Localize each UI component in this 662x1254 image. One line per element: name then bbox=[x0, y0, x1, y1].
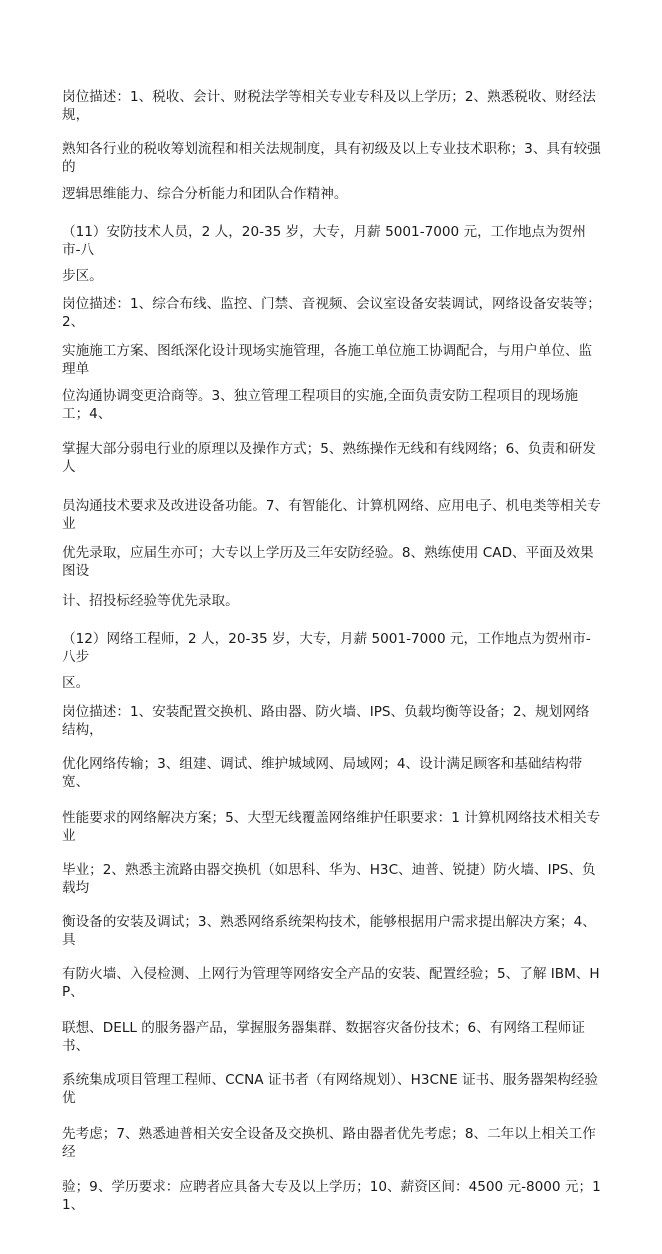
text-line: 计、招投标经验等优先录取。 bbox=[62, 593, 239, 609]
text-line: 岗位描述：1、税收、会计、财税法学等相关专业专科及以上学历；2、熟悉税收、财经法规， bbox=[62, 89, 596, 123]
text-line: （11）安防技术人员，2 人，20-35 岁，大专，月薪 5001-7000 元，工作地点为贺州市-八 bbox=[62, 224, 586, 258]
text-line: 掌握大部分弱电行业的原理以及操作方式；5、熟练操作无线和有线网络；6、负责和研发人 bbox=[62, 441, 596, 475]
text-line: 实施施工方案、图纸深化设计现场实施管理，各施工单位施工协调配合，与用户单位、监理单 bbox=[62, 343, 593, 377]
text-line: 员沟通技术要求及改进设备功能。7、有智能化、计算机网络、应用电子、机电类等相关专业 bbox=[62, 498, 601, 532]
text-line: 性能要求的网络解决方案；5、大型无线覆盖网络维护任职要求：1 计算机网络技术相关专业 bbox=[62, 810, 601, 844]
text-line: 步区。 bbox=[62, 268, 103, 284]
text-line: 逻辑思维能力、综合分析能力和团队合作精神。 bbox=[62, 186, 348, 202]
text-line: 熟知各行业的税收筹划流程和相关法规制度，具有初级及以上专业技术职称；3、具有较强的 bbox=[62, 141, 601, 175]
text-line: 有防火墙、入侵检测、上网行为管理等网络安全产品的安装、配置经验；5、了解 IBM、HP、 bbox=[62, 966, 600, 1000]
text-line: （12）网络工程师，2 人，20-35 岁，大专，月薪 5001-7000 元，工作地点为贺州市-八步 bbox=[62, 631, 591, 665]
text-line: 位沟通协调变更洽商等。3、独立管理工程项目的实施,全面负责安防工程项目的现场施工；4、 bbox=[62, 388, 578, 422]
text-line: 区。 bbox=[62, 675, 90, 691]
text-line: 优先录取，应届生亦可；大专以上学历及三年安防经验。8、熟练使用 CAD、平面及效果图设 bbox=[62, 545, 594, 579]
text-line: 岗位描述：1、安装配置交换机、路由器、防火墙、IPS、负载均衡等设备；2、规划网络结构， bbox=[62, 704, 590, 738]
text-line: 毕业；2、熟悉主流路由器交换机（如思科、华为、H3C、迪普、锐捷）防火墙、IPS、负载均 bbox=[62, 862, 596, 896]
text-line: 先考虑；7、熟悉迪普相关安全设备及交换机、路由器者优先考虑；8、二年以上相关工作经 bbox=[62, 1126, 596, 1160]
text-line: 优化网络传输；3、组建、调试、维护城域网、局域网；4、设计满足顾客和基础结构带宽、 bbox=[62, 756, 583, 790]
text-line: 验；9、学历要求：应聘者应具备大专及以上学历；10、薪资区间：4500 元-8000 元；11、 bbox=[62, 1179, 601, 1213]
text-line: 衡设备的安装及调试；3、熟悉网络系统架构技术，能够根据用户需求提出解决方案；4、具 bbox=[62, 914, 596, 948]
text-line: 系统集成项目管理工程师、CCNA 证书者（有网络规划）、H3CNE 证书、服务器架构经验优 bbox=[62, 1072, 599, 1106]
text-line: 联想、DELL 的服务器产品，掌握服务器集群、数据容灾备份技术；6、有网络工程师证书、 bbox=[62, 1020, 585, 1054]
text-line: 岗位描述：1、综合布线、监控、门禁、音视频、会议室设备安装调试，网络设备安装等；2、 bbox=[62, 296, 601, 330]
